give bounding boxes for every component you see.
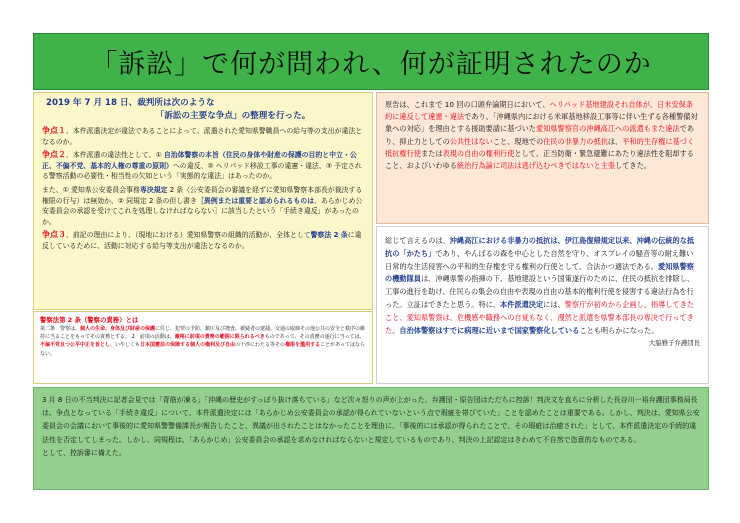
rt-g: こと、現地での xyxy=(492,136,544,146)
issue-2 xyxy=(42,150,364,182)
rt-f: 公共性はない xyxy=(449,136,493,146)
note-t2: 個人の生命、身体及び財産の保護 xyxy=(80,326,156,332)
issues-heading-line2: 「訴訟の主要な争点」の整理を行った。 xyxy=(155,111,311,121)
verdict-text: 3 月 8 日の不当判決に記者会見では「背筋が凍る」「沖縄の歴史がすっぽり抜け落ちている」など次々怒りの声が上がった。弁護団・原告団はただちに控訴！判決文を直ちに分析した長谷川一裕弁護団事務局長は、争点となっている「手続き違反」について、本件派遣決定には「あらかじめ公安委員会の承認が得られていないという点で瑕疵を帯びていた」ことを認めたことは重要である。しかし、判決は、愛知県公安委員会の会議において事後的に愛知県警警備課長が報告したこと、異議が出されたことはなかったことを理由に、「事後的には承認が得られたことで、その瑕疵は治癒された」として、本件派遣決定の手続的違法性を否定してしまった。しかし、同規程は、「あらかじめ」公安委員会の承認を求めなければならないと規定しているものであり、判決の上記認定はきわめて不自然で恣意的なものである。 xyxy=(42,396,700,444)
issue-2x-b: 専決規定 xyxy=(139,185,168,194)
page-title: 「訴訟」で何が問われ、何が証明されたのか xyxy=(90,49,652,80)
rt-j: 平和的生存権に基づく抵抗権行使 xyxy=(385,136,695,158)
rb-h: 警察庁が初めから企画し、指導してきたこと、愛知県警察は、危機感や職務への自覚もなく、漫然と派遣を県警本部長の専決で行ってきた xyxy=(385,299,695,335)
rt-k: または xyxy=(420,148,443,158)
rb-a: 総じて言えるのは、 xyxy=(385,236,450,245)
rb-i: 。 xyxy=(392,325,400,335)
issue-2-extra xyxy=(42,185,364,227)
rt-h: 住民の非暴力の抵抗 xyxy=(543,136,608,146)
rt-c: であり、「沖縄県内における米軍基地移設工事等に伴い生ずる各種警備対象への対応」を理由とする援助要請に基づいた xyxy=(385,112,698,134)
note-t4: 厳格に前項の責務の範囲に限られるべき xyxy=(174,334,265,341)
verdict-panel xyxy=(33,387,709,490)
rt-e: であり、抑止力としての xyxy=(385,124,695,146)
plaintiff-claims-panel xyxy=(376,92,709,224)
verdict-end: として、控訴審に備えた。 xyxy=(42,448,126,457)
issue-3-label: 争点３ xyxy=(42,230,66,240)
issue-3-text-b: 警察法 2 条 xyxy=(310,231,348,240)
issues-heading-line1: 2019 年 7 月 18 日、裁判所は次のような xyxy=(46,98,215,108)
issue-1 xyxy=(42,126,364,147)
rt-n: 統治行為論に司法は逃げ込むべきではないと主張 xyxy=(456,161,616,171)
issue-1-text: 、本件派遣決定が違法であることによって、派遣された愛知県警職員への給与等の支出が違法となるのか。 xyxy=(42,127,363,146)
note-t6: 不偏不党且つ公平中正を旨とし xyxy=(40,342,111,349)
note-t8: 日本国憲法の保障する個人の権利及び自由 xyxy=(140,342,236,349)
note-t5: ものであって、その責務の遂行に当っては、 xyxy=(264,334,365,341)
rb-e: は、沖縄県警の指揮の下、基地建設という国策遂行のために、住民の抵抗を排除し、工事の進行を助け、住民らの集会の自由や表現の自由の基本的権利行使を侵害する違法行為を行った。立証はできたと思う。特に、 xyxy=(385,274,695,309)
title-banner xyxy=(33,33,709,90)
rb-c: であり、やんばるの森を中心とした自然を守り、オスプレイの騒音等の耐え難い日常的な生活侵害への平和的生存権を守る権利の行使として、合法かつ適法である。 xyxy=(385,248,694,271)
rt-o: してきた。 xyxy=(615,161,651,171)
issue-2x-e: 、あらかじめ公安委員会の承認を受けてこれを処理しなければならない］に該当したという「手続き違反」があったのか。 xyxy=(42,196,363,226)
rt-b: ヘリパッド基地建設それ自体が、日米安保条約に違反して違憲・違法 xyxy=(385,100,694,122)
rt-l: 表現の自由の権利行使 xyxy=(442,148,515,158)
note-title: 警察法第 2 条（警察の責務）とは xyxy=(40,316,139,324)
issues-heading xyxy=(42,97,364,123)
note-t3: に任じ、犯罪の予防、鎮圧及び捜査、被疑者の逮捕、交通の取締その他公共の安全と秩序の維持に当ることをもってその責務とする。 2 前項の活動は、 xyxy=(40,326,366,341)
rt-d: 愛知県警察官の沖縄高江への派遣もまた違法 xyxy=(535,124,680,134)
rb-b: 沖縄高江における非暴力の抵抗は、伊江島復帰規定以来、沖縄の伝統的な抵抗の「かたち」 xyxy=(385,236,695,258)
issues-panel xyxy=(33,92,373,310)
note-body xyxy=(40,325,366,358)
issue-2x-d: ［異例または重要と認められるものは xyxy=(196,196,315,205)
issue-2-text-b: 自治体警察の本旨（住民の身体や財産の保護の目的と中立・公正、不偏不党、基本的人権の尊重の原則） xyxy=(42,151,357,170)
issue-2-text-a: 、本件派遣の違法性として、① xyxy=(66,151,164,160)
issue-2x-a: また、① 愛知県公安委員会事務 xyxy=(42,185,140,194)
rt-m: として、正当防衛・緊急避難にあたり違法性を阻却すること、およびいわゆる xyxy=(385,148,694,171)
issue-3 xyxy=(42,230,364,251)
issue-3-text-c: に違反しているために、活動に対応する給与等支出が違法となるのか。 xyxy=(42,231,362,250)
summary-panel xyxy=(376,226,709,384)
rb-j: 自治体警察はすでに病理に近いまで国家警察化している xyxy=(399,325,580,335)
rt-i: は、 xyxy=(607,136,623,146)
rb-f: 本件派遣決定 xyxy=(500,299,544,309)
rb-k: ことも明らかになった。 xyxy=(579,325,659,335)
rb-d: 愛知県警察の機動隊員 xyxy=(385,261,694,284)
note-t9: の干渉にわたる等その xyxy=(235,342,286,349)
note-t11: ことがあってはならない。 xyxy=(40,342,366,357)
note-t7: 、いやしくも xyxy=(110,342,141,349)
rt-a: 原告は、これまで 10 回の口頭弁論期日において、 xyxy=(385,100,550,109)
rb-g: には、 xyxy=(543,299,565,309)
issue-2x-c: 2 条（公安委員会の審議を経ずに愛知県警察本部長が裁決する権限の行与）は無効か、② 同規定 2 条の但し書き xyxy=(42,185,363,205)
signature: 大脇雅子弁護団長 xyxy=(648,339,700,348)
note-t10: 権限を濫用する xyxy=(285,342,321,349)
note-t1: 第二条 警察は、 xyxy=(40,326,81,332)
police-law-note xyxy=(33,311,373,384)
issue-2-text-c: への違反、② ヘリパッド移設工事の違憲・違法、③ 予定される警察活動の必要性・相当性の欠如という「実態的な違法」はあったのか。 xyxy=(42,161,362,181)
issue-3-text-a: 、前記の理由により、（現地における）愛知県警察の組織的活動が、全体として xyxy=(66,231,311,240)
issue-1-label: 争点１ xyxy=(42,126,66,135)
issue-2-label: 争点２ xyxy=(42,150,66,160)
